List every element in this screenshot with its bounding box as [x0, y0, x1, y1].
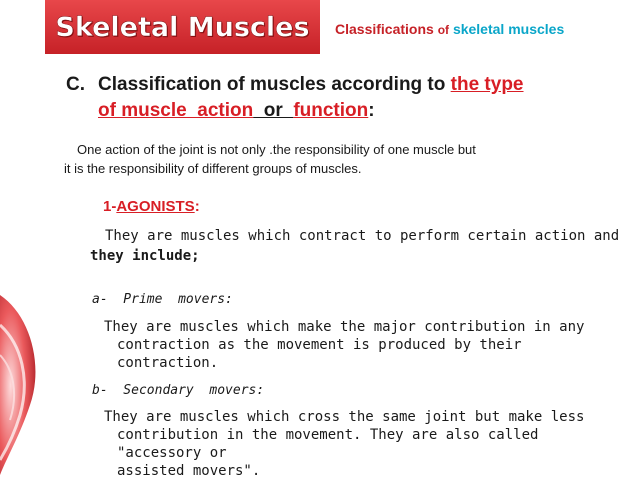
agonists-number: 1- — [103, 198, 117, 215]
secondary-movers-line3: assisted movers". — [117, 463, 261, 479]
prime-movers-line1: They are muscles which make the major contribution in any — [104, 319, 585, 335]
heading-line1-text: Classification of muscles according to — [98, 74, 446, 95]
heading-colon: : — [368, 100, 375, 121]
secondary-movers-label: b- Secondary movers: — [92, 383, 265, 398]
agonists-line1: They are muscles which contract to perform certain action and — [105, 228, 620, 244]
title-banner — [45, 0, 320, 54]
intro-line2: it is the responsibility of different groups of muscles. — [64, 161, 362, 176]
prime-movers-description — [104, 318, 624, 372]
agonists-description — [90, 226, 620, 266]
agonists-title: AGONISTS — [116, 198, 195, 215]
prime-movers-line2: contraction as the movement is produced by their contraction. — [117, 337, 522, 371]
heading-line2-red1: of muscle action — [98, 100, 254, 121]
subtitle-skeletal-muscles: skeletal muscles — [452, 21, 565, 37]
intro-paragraph — [64, 140, 604, 178]
subtitle-of: of — [437, 23, 450, 37]
decorative-swirl-graphic — [0, 285, 46, 479]
slide-subtitle — [335, 21, 564, 37]
heading-line1-red: the type — [450, 74, 524, 95]
heading-line2-sep: or — [253, 100, 294, 121]
heading-label: C. — [66, 74, 85, 95]
secondary-movers-line1: They are muscles which cross the same joint but make less — [104, 409, 585, 425]
section-heading — [66, 72, 606, 124]
subtitle-classifications: Classifications — [335, 21, 434, 37]
slide-title: Skeletal Muscles — [55, 11, 310, 43]
agonists-line2: they include; — [90, 248, 200, 264]
secondary-movers-line2: contribution in the movement. They are also called "accessory or — [117, 427, 539, 461]
agonists-colon: : — [194, 198, 200, 215]
heading-line2-red2: function — [293, 100, 369, 121]
secondary-movers-description — [104, 408, 624, 480]
prime-movers-label: a- Prime movers: — [92, 292, 233, 307]
intro-line1: One action of the joint is not only .the responsibility of one muscle but — [77, 142, 476, 157]
agonists-heading — [103, 198, 200, 215]
